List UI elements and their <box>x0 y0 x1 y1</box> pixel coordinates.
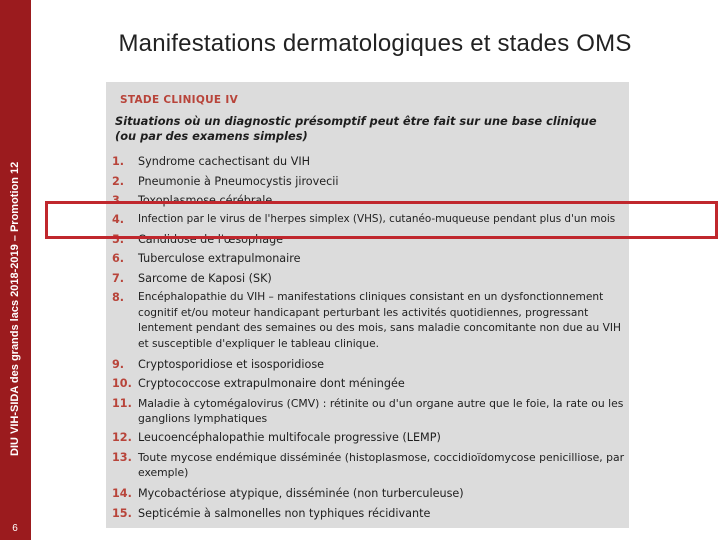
item-text: Leucoencéphalopathie multifocale progressive (LEMP) <box>138 431 441 444</box>
item-text: Infection par le virus de l'herpes simplex (VHS), cutanéo-muqueuse pendant plus d'un mois <box>138 213 616 225</box>
item-text: Pneumonie à Pneumocystis jirovecii <box>138 175 339 188</box>
item-text: Encéphalopathie du VIH – manifestations cliniques consistant en un dysfonctionnement cognitif et/ou moteur handicapant perturbant les activités quotidiennes, progressant lentement pendant des semaines ou des mois, sans maladie concomitante non due au VIH et susceptible d'expliquer le tableau clinique. <box>138 291 621 350</box>
item-number: 3. <box>112 194 125 207</box>
item-text: Toxoplasmose cérébrale <box>138 194 273 207</box>
item-number: 13. <box>112 451 132 464</box>
sidebar-course-label: DIU VIH-SIDA des grands lacs 2018-2019 – Promotion 12 <box>9 161 21 456</box>
item-number: 2. <box>112 175 125 188</box>
sidebar <box>0 0 31 540</box>
item-number: 5. <box>112 233 125 246</box>
item-number: 1. <box>112 155 125 168</box>
page-number: 6 <box>12 523 18 534</box>
list-item-12 <box>112 430 627 445</box>
list-item-13 <box>112 450 627 480</box>
item-text: Tuberculose extrapulmonaire <box>138 252 301 265</box>
item-number: 12. <box>112 431 132 444</box>
document-intro: Situations où un diagnostic présomptif peut être fait sur une base clinique (ou par des examens simples) <box>115 114 597 143</box>
item-text: Mycobactériose atypique, disséminée (non turberculeuse) <box>138 487 464 500</box>
item-text: Syndrome cachectisant du VIH <box>138 155 311 168</box>
item-number: 14. <box>112 487 132 500</box>
list-item-1 <box>112 154 627 169</box>
item-number: 7. <box>112 272 125 285</box>
item-text: Maladie à cytomégalovirus (CMV) : rétinite ou d'un organe autre que le foie, la rate ou les ganglions lymphatiques <box>138 397 624 425</box>
slide-title: Manifestations dermatologiques et stades OMS <box>118 30 632 57</box>
item-number: 10. <box>112 377 132 390</box>
item-number: 11. <box>112 397 132 410</box>
list-item-14 <box>112 486 627 501</box>
item-text: Candidose de l'œsophage <box>138 233 284 246</box>
list-item-7 <box>112 271 627 286</box>
who-stage-document <box>106 82 629 528</box>
document-heading: STADE CLINIQUE IV <box>120 94 238 106</box>
list-item-15 <box>112 506 627 521</box>
item-text: Cryptosporidiose et isosporidiose <box>138 358 325 371</box>
item-number: 4. <box>112 213 125 226</box>
highlight-box-item-4 <box>45 201 718 239</box>
list-item-2 <box>112 174 627 189</box>
list-item-8 <box>112 290 627 352</box>
list-item-9 <box>112 357 627 372</box>
item-text: Septicémie à salmonelles non typhiques récidivante <box>138 507 431 520</box>
item-number: 15. <box>112 507 132 520</box>
item-number: 6. <box>112 252 125 265</box>
item-text: Toute mycose endémique disséminée (histoplasmose, coccidioïdomycose penicilliose, par exemple) <box>138 451 625 479</box>
item-number: 9. <box>112 358 125 371</box>
item-text: Sarcome de Kaposi (SK) <box>138 272 272 285</box>
list-item-11 <box>112 396 627 426</box>
item-number: 8. <box>112 291 125 304</box>
list-item-10 <box>112 376 627 391</box>
list-item-6 <box>112 251 627 266</box>
item-text: Cryptococcose extrapulmonaire dont méningée <box>138 377 405 390</box>
